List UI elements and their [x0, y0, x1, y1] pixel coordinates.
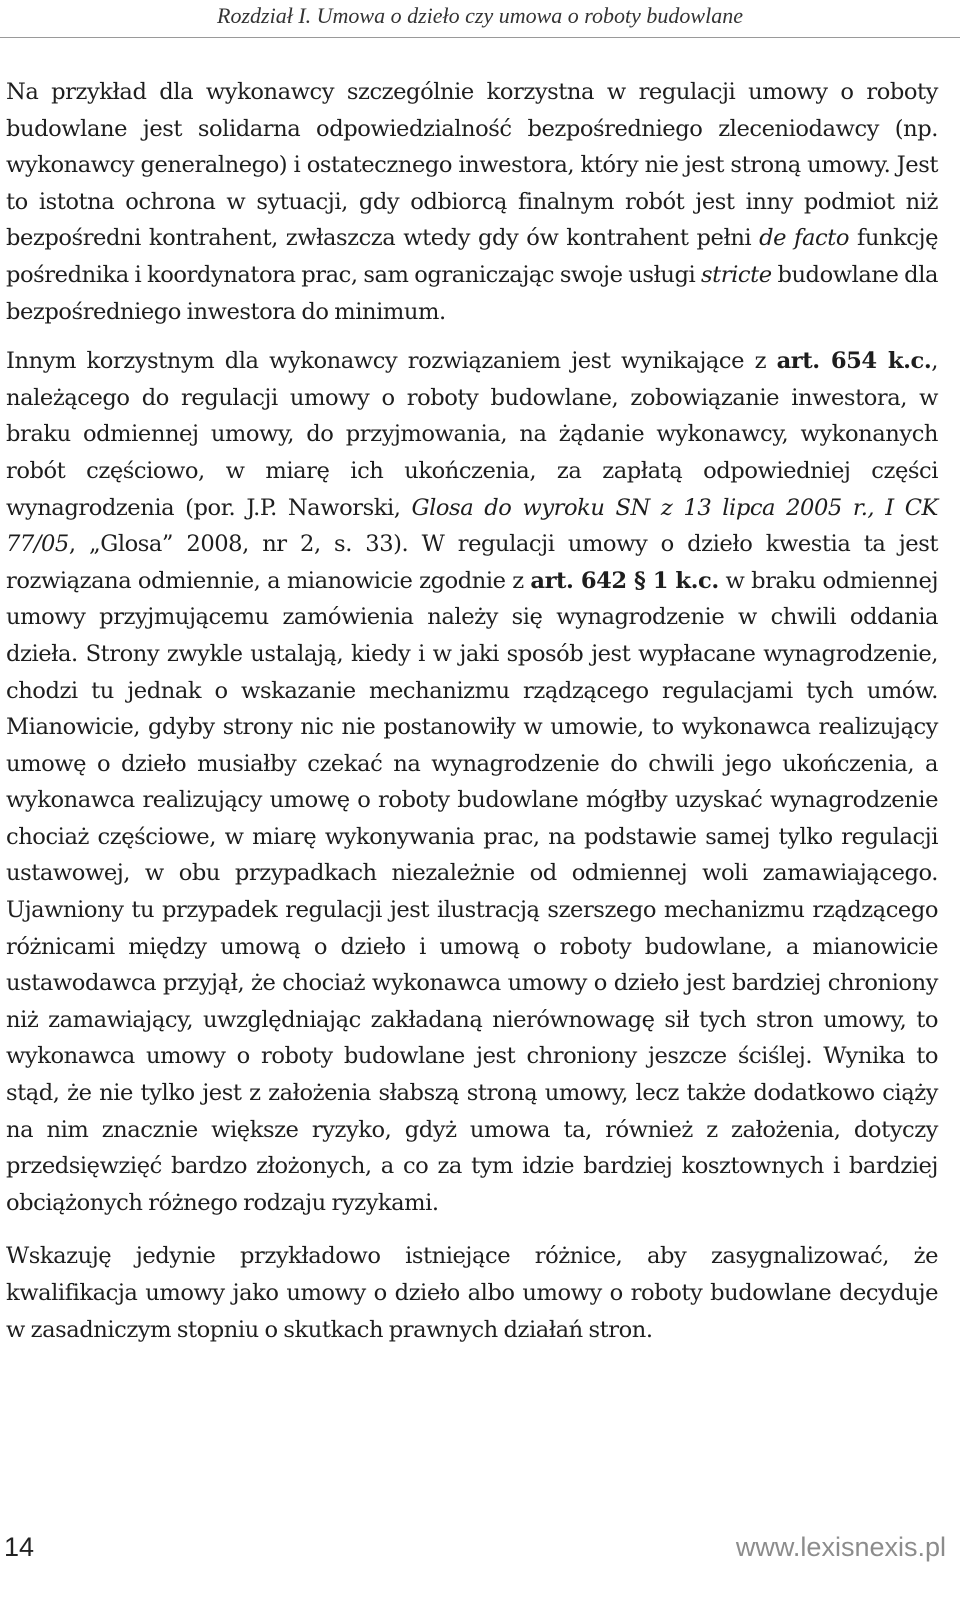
- p2-text-2: , należącego do regulacji umowy o roboty budowlane, zobowiązanie inwestora, w braku odmiennej umowy, do przyjmowania, na żądanie wykonawcy, wykonanych robót częściowo, w miarę ich ukończenia, za zapłatą odpowiedniej części wynagrodzenia (por. J.P. Naworski,: [6, 348, 938, 521]
- body-text: [6, 74, 938, 1348]
- p2-text-4: w braku odmiennej umowy przyjmującemu zamówienia należy się wynagrodzenie w chwili oddania dzieła. Strony zwykle ustalają, kiedy i w jaki sposób jest wypłacane wynagrodzenie, chodzi tu jednak o wskazanie mechanizmu rządzącego regulacjami tych umów. Mianowicie, gdyby strony nic nie postanowiły w umowie, to wykonawca realizujący umowę o dzieło musiałby czekać na wynagrodzenie do chwili jego ukończenia, a wykonawca realizujący umowę o roboty budowlane mógłby uzyskać wynagrodzenie chociaż częściowe, w miarę wykonywania prac, na podstawie samej tylko regulacji ustawowej, w obu przypadkach niezależnie od odmiennej woli zamawiającego. Ujawniony tu przypadek regulacji jest ilustracją szerszego mechanizmu rządzącego różnicami między umową o dzieło i umową o roboty budowlane, a mianowicie ustawodawca przyjął, że chociaż wykonawca umowy o dzieło jest bardziej chroniony niż zamawiający, uwzględniając zakładaną nierównowagę sił tych stron umowy, to wykonawca umowy o roboty budowlane jest chroniony jeszcze ściślej. Wynika to stąd, że nie tylko jest z założenia słabszą stroną umowy, lecz także dodatkowo ciąży na nim znacznie większe ryzyko, gdyż umowa ta, również z założenia, dotyczy przedsięwzięć bardzo złożonych, a co za tym idzie bardziej kosztownych i bardziej obciążonych różnego rodzaju ryzykami.: [6, 567, 939, 1216]
- footer-url: www.lexisnexis.pl: [735, 1532, 946, 1562]
- p2-bold-art-654: art. 654 k.c.: [776, 348, 932, 375]
- p3-text-1: Wskazuję jedynie przykładowo istniejące różnice, aby zasygnalizować, że kwalifikacja umowy jako umowy o dzieło albo umowy o roboty budowlane decyduje w zasadniczym stopniu o skutkach prawnych działań stron.: [6, 1243, 938, 1343]
- p2-bold-art-642: art. 642 § 1 k.c.: [530, 567, 719, 594]
- p1-text-1: Na przykład dla wykonawcy szczególnie korzystna w regulacji umowy o roboty budowlane jest solidarna odpowiedzialność bezpośredniego zleceniodawcy (np. wykonawcy generalnego) i ostatecznego inwestora, który nie jest stroną umowy. Jest to istotna ochrona w sytuacji, gdy odbiorcą finalnym robót jest inny podmiot niż bezpośredni kontrahent, zwłaszcza wtedy gdy ów kontrahent pełni: [6, 79, 938, 252]
- p1-text-2: funkcję pośrednika i koordynatora prac, sam ograniczając swoje usługi: [6, 225, 938, 288]
- page-number: 14: [4, 1532, 35, 1562]
- header-divider: [0, 37, 960, 38]
- paragraph-1: [6, 74, 938, 330]
- p1-italic-de-facto: de facto: [759, 225, 849, 252]
- p1-italic-stricte: stricte: [701, 261, 772, 288]
- paragraph-3: [6, 1238, 938, 1348]
- p2-italic-citation: Glosa do wyroku SN z 13 lipca 2005 r., I CK 77/05: [6, 494, 938, 558]
- running-header: Rozdział I. Umowa o dzieło czy umowa o roboty budowlane: [217, 3, 743, 28]
- p2-text-3: , „Glosa” 2008, nr 2, s. 33). W regulacji umowy o dzieło kwestia ta jest rozwiązana odmiennie, a mianowicie zgodnie z: [6, 531, 938, 594]
- p2-text-1: Innym korzystnym dla wykonawcy rozwiązaniem jest wynikające z: [6, 348, 777, 375]
- paragraph-2: [6, 343, 938, 1221]
- p1-text-3: budowlane dla bezpośredniego inwestora do minimum.: [6, 261, 938, 325]
